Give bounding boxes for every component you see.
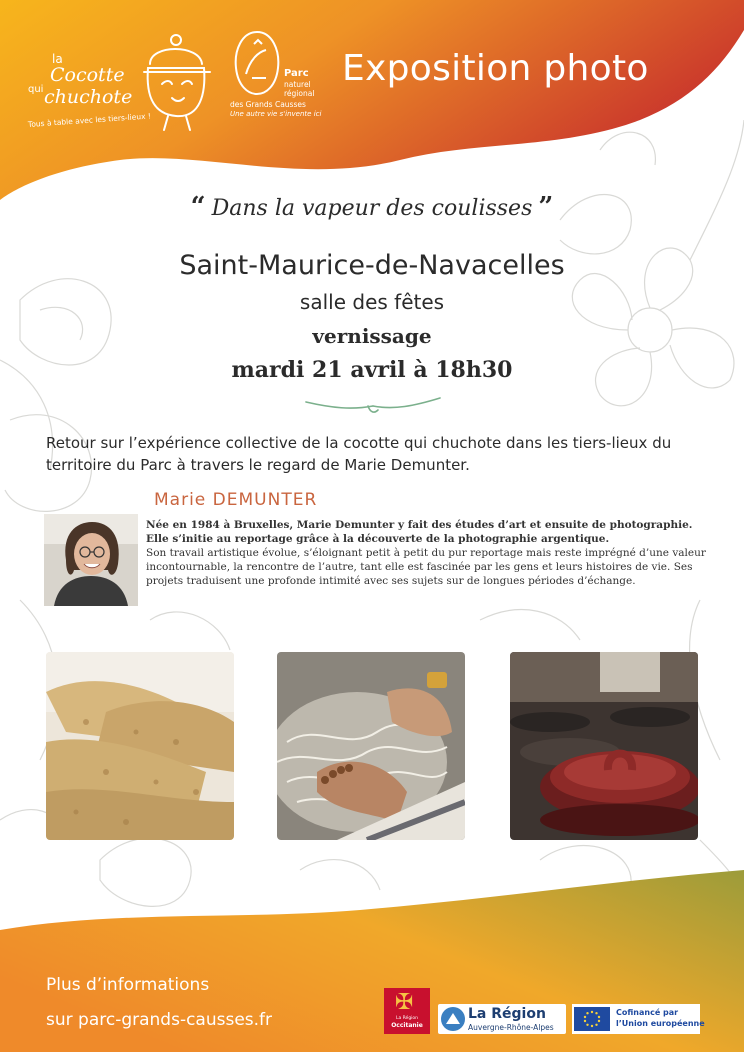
- occitan-cross-icon: ✠: [395, 990, 414, 1015]
- region-aura-logo: [438, 1004, 566, 1034]
- leaf-divider-icon: [302, 394, 444, 416]
- logo-parc-line4: Une autre vie s'invente ici: [230, 110, 322, 118]
- cocotte-character-icon: [140, 24, 220, 134]
- parc-grands-causses-logo: [228, 30, 322, 130]
- quote-close-mark: ”: [538, 192, 554, 222]
- logo-cocotte-line1: la: [52, 52, 63, 66]
- footer-info-line1: Plus d’informations: [46, 975, 210, 995]
- parc-bird-icon: [232, 30, 282, 96]
- exhibition-name: Dans la vapeur des coulisses: [211, 196, 533, 221]
- logo-parc-line3: des Grands Causses: [230, 100, 306, 109]
- logo-cocotte-tagline: Tous à table avec les tiers-lieux !: [27, 111, 152, 129]
- region-aura-line2: Auvergne-Rhône-Alpes: [468, 1023, 554, 1032]
- author-portrait: [44, 514, 138, 606]
- footer-website-link[interactable]: sur parc-grands-causses.fr: [46, 1010, 273, 1030]
- page-title: Exposition photo: [342, 48, 649, 89]
- author-bio: [146, 518, 706, 588]
- logo-cocotte-line3: qui: [28, 84, 44, 95]
- logo-cocotte-line2: Cocotte: [50, 64, 125, 86]
- photo-crackers: [46, 652, 234, 840]
- author-bio-text: Son travail artistique évolue, s’éloignant petit à petit du pur reportage mais reste imprégné d’une valeur incontournable, la rencontre de l’autre, tant elle est fascinée par les gens et leurs histoires de vie. Ses projets traduisent une profonde intimité avec ses sujets sur de longues périodes d’échange.: [146, 547, 706, 587]
- photo-hands-noodles: [277, 652, 465, 840]
- logo-cocotte-line4: chuchote: [44, 86, 133, 108]
- occitanie-logo-line1: La Région: [395, 1016, 419, 1021]
- logo-parc-line2: naturel régional: [284, 80, 315, 98]
- region-occitanie-logo: [384, 988, 430, 1034]
- photo-red-cocotte: [510, 652, 698, 840]
- author-name: Marie DEMUNTER: [154, 490, 318, 510]
- author-bio-highlight: Née en 1984 à Bruxelles, Marie Demunter y fait des études d’art et ensuite de photographie. Elle s’initie au reportage grâce à la découverte de la photographie argentique.: [146, 519, 693, 545]
- intro-paragraph: Retour sur l’expérience collective de la cocotte qui chuchote dans les tiers-lieux du territoire du Parc à travers le regard de Marie Demunter.: [46, 434, 672, 474]
- exhibition-quote: [0, 192, 744, 222]
- vernissage-label: vernissage: [312, 324, 432, 348]
- occitanie-logo-line2: Occitanie: [391, 1022, 423, 1029]
- eu-flag-icon: [574, 1007, 610, 1031]
- event-venue: salle des fêtes: [299, 290, 445, 314]
- eu-cofinancing-logo: [572, 1004, 705, 1034]
- region-aura-line1: La Région: [468, 1006, 546, 1022]
- eu-logo-line1: Cofinancé par: [616, 1008, 679, 1017]
- region-aura-icon: [440, 1006, 466, 1032]
- logo-parc-line1: Parc: [284, 68, 309, 79]
- eu-logo-line2: l’Union européenne: [616, 1019, 705, 1028]
- event-place: Saint-Maurice-de-Navacelles: [179, 250, 565, 281]
- cocotte-qui-chuchote-logo: [22, 24, 222, 144]
- event-datetime: mardi 21 avril à 18h30: [231, 357, 513, 383]
- quote-open-mark: “: [190, 192, 206, 222]
